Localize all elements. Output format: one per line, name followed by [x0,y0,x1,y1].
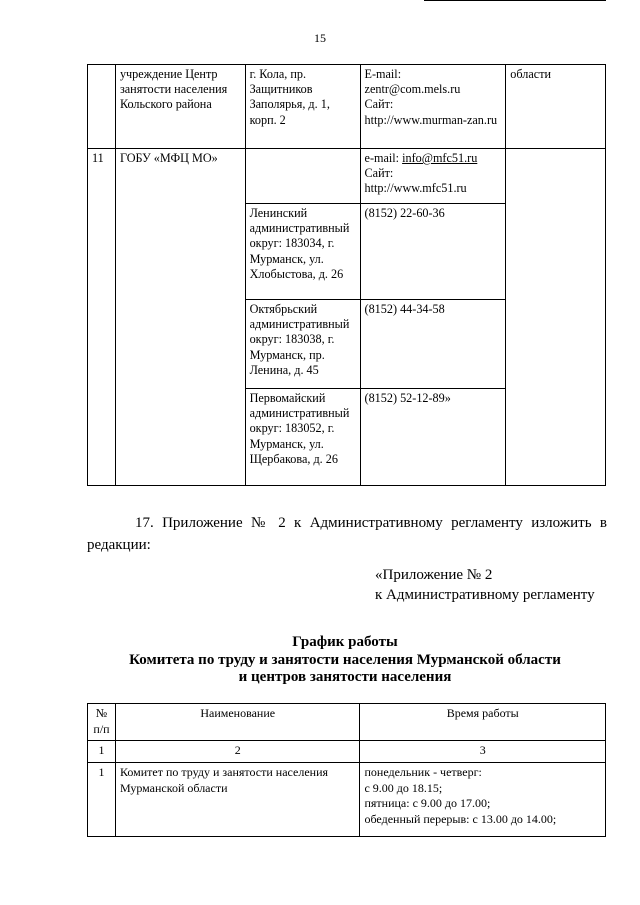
table-row [88,149,606,204]
header-num-line: п/п [93,721,110,736]
email-label: e-mail: [364,151,403,165]
address-cell: г. Кола, пр. Защитников Заполярья, д. 1, корп. 2 [245,65,360,149]
column-index-row [88,741,606,763]
email-link[interactable]: info@mfc51.ru [402,151,478,165]
index-cell: 3 [360,741,606,763]
contacts-cell [360,65,506,149]
paragraph-line: 17. Приложение № 2 к Административному регламенту изложить в [135,515,607,531]
site-link[interactable]: http://www.mfc51.ru [364,181,467,196]
address-cell: Октябрьский административный округ: 183038, г. Мурманск, пр. Ленина, д. 45 [245,300,360,389]
contacts-table [87,64,606,486]
header-num-line: № [95,706,108,720]
phone-cell: (8152) 22-60-36 [360,204,506,300]
annex-line: к Административному регламенту [375,587,595,603]
hours-line: обеденный перерыв: с 13.00 до 14.00; [364,811,557,826]
title-line: Комитета по труду и занятости населения Мурманской области [129,651,561,668]
address-cell: Первомайский административный округ: 183052, г. Мурманск, ул. Щербакова, д. 26 [245,389,360,486]
org-name-cell: учреждение Центр занятости населения Кольского района [115,65,245,149]
contact-line [365,151,502,166]
site-label: Сайт: [364,166,394,181]
org-name-cell: ГОБУ «МФЦ МО» [115,149,245,486]
contact-line: E-mail: [364,67,402,81]
header-hours: Время работы [360,704,606,741]
address-cell [245,149,360,204]
phone-cell: (8152) 52-12-89» [360,389,506,486]
page-number: 15 [314,31,326,45]
paragraph-line: редакции: [87,537,151,553]
row-number-cell [88,65,116,149]
hours-line: пятница: с 9.00 до 17.00; [364,796,491,810]
table-row [88,763,606,837]
index-cell: 1 [88,741,116,763]
header-rule [424,0,606,1]
schedule-table [87,703,606,837]
table-row [88,65,606,149]
index-cell: 2 [115,741,360,763]
contact-line: zentr@com.mels.ru [364,82,461,97]
address-cell: Ленинский административный округ: 183034, г. Мурманск, ул. Хлобыстова, д. 26 [245,204,360,300]
hours-cell [360,763,606,837]
hours-line: понедельник - четверг: [364,765,482,779]
header-name: Наименование [115,704,360,741]
title-line: График работы [292,634,398,650]
amendment-paragraph [87,512,607,556]
contacts-cell [360,149,506,204]
annex-line: «Приложение № 2 [375,567,493,583]
row-number-cell: 11 [88,149,116,486]
contact-line: http://www.murman-zan.ru [364,112,498,127]
contact-line: Сайт: [364,97,394,112]
title-line: и центров занятости населения [238,669,452,685]
schedule-title [0,634,640,687]
header-num [88,704,116,741]
note-cell [506,149,606,486]
row-number-cell: 1 [88,763,116,837]
hours-line: с 9.00 до 18.15; [364,780,443,795]
table-header-row [88,704,606,741]
org-name-cell: Комитет по труду и занятости населения Мурманской области [115,763,360,837]
phone-cell: (8152) 44-34-58 [360,300,506,389]
annex-heading [375,565,595,605]
note-cell: области [506,65,606,149]
